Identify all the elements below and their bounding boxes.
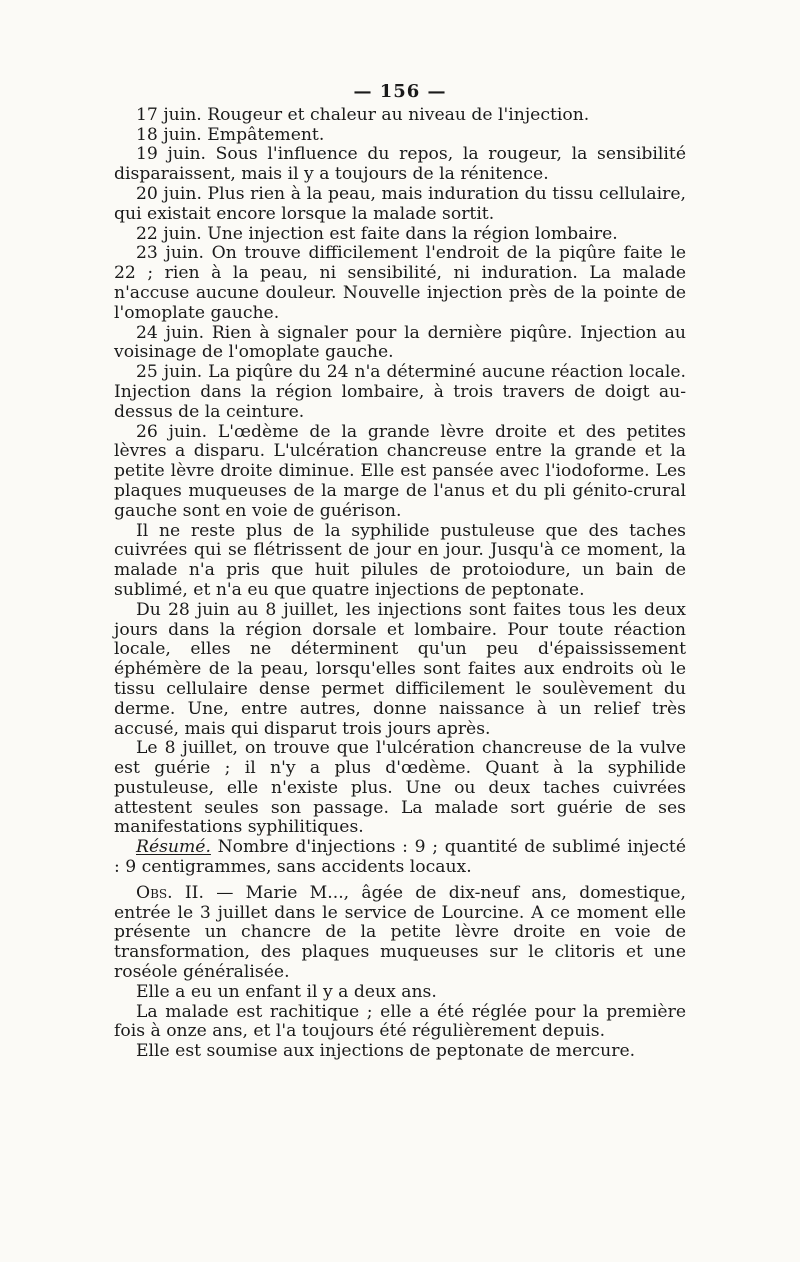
- resume-text: Nombre d'injections : 9 ; quantité de sublimé injecté : 9 centigrammes, sans accidents locaux.: [114, 837, 686, 878]
- entry-26-juin: 26 juin. L'œdème de la grande lèvre droite et des petites lèvres a disparu. L'ulcération chancreuse entre la grande et la petite lèvre droite diminue. Elle est pansée avec l'iodoforme. Les plaques muqueuses de la marge de l'anus et du pli génito-crural gauche sont en voie de guérison.: [114, 421, 686, 521]
- paragraph-enfant: Elle a eu un enfant il y a deux ans.: [136, 981, 437, 1002]
- observation-paragraph: [114, 884, 686, 983]
- page-number: — 156 —: [353, 81, 447, 102]
- book-page: [114, 82, 686, 1062]
- paragraph-rachitique: La malade est rachitique ; elle a été réglée pour la première fois à onze ans, et l'a toujours été régulièrement depuis.: [114, 1001, 686, 1042]
- entry-25-juin: 25 juin. La piqûre du 24 n'a déterminé aucune réaction locale. Injection dans la région lombaire, à trois travers de doigt au-dessus de la ceinture.: [114, 362, 686, 422]
- paragraph-injections-juillet: Du 28 juin au 8 juillet, les injections sont faites tous les deux jours dans la région dorsale et lombaire. Pour toute réaction locale, elles ne déterminent qu'un peu d'épaississement éphémère de la peau, lorsqu'elles sont faites aux endroits où le tissu cellulaire dense permet difficilement le soulèvement du derme. Une, entre autres, donne naissance à un relief très accusé, mais qui disparut trois jours après.: [114, 599, 686, 739]
- entry-20-juin: 20 juin. Plus rien à la peau, mais induration du tissu cellulaire, qui existait encore lorsque la malade sortit.: [114, 183, 686, 224]
- observation-label: Obs. II.: [136, 882, 204, 903]
- observation-text: — Marie M..., âgée de dix-neuf ans, domestique, entrée le 3 juillet dans le service de Lourcine. A ce moment elle présente un chancre de la petite lèvre droite en voie de transformation, des plaques muqueuses sur le clitoris et une roséole généralisée.: [114, 882, 686, 983]
- entry-24-juin: 24 juin. Rien à signaler pour la dernière piqûre. Injection au voisinage de l'omoplate gauche.: [114, 322, 686, 363]
- entry-22-juin: 22 juin. Une injection est faite dans la région lombaire.: [136, 223, 618, 244]
- entry-19-juin: 19 juin. Sous l'influence du repos, la rougeur, la sensibilité disparaissent, mais il y a toujours de la rénitence.: [114, 144, 686, 185]
- entry-17-juin: 17 juin. Rougeur et chaleur au niveau de l'injection.: [136, 104, 590, 125]
- paragraph-peptonate: Elle est soumise aux injections de peptonate de mercure.: [136, 1041, 636, 1062]
- resume-paragraph: [114, 838, 686, 878]
- paragraph-syphilide: Il ne reste plus de la syphilide pustuleuse que des taches cuivrées qui se flétrissent de jour en jour. Jusqu'à ce moment, la malade n'a pris que huit pilules de protoiodure, un bain de sublimé, et n'a eu que quatre injections de peptonate.: [114, 520, 686, 600]
- paragraph-8-juillet: Le 8 juillet, on trouve que l'ulcération chancreuse de la vulve est guérie ; il n'y a plus d'œdème. Quant à la syphilide pustuleuse, elle n'existe plus. Une ou deux taches cuivrées attestent seules son passage. La malade sort guérie de ses manifestations syphilitiques.: [114, 738, 686, 838]
- entry-18-juin: 18 juin. Empâtement.: [136, 124, 325, 145]
- resume-label: Résumé.: [136, 837, 211, 858]
- entry-23-juin: 23 juin. On trouve difficilement l'endroit de la piqûre faite le 22 ; rien à la peau, ni sensibilité, ni induration. La malade n'accuse aucune douleur. Nouvelle injection près de la pointe de l'omoplate gauche.: [114, 243, 686, 323]
